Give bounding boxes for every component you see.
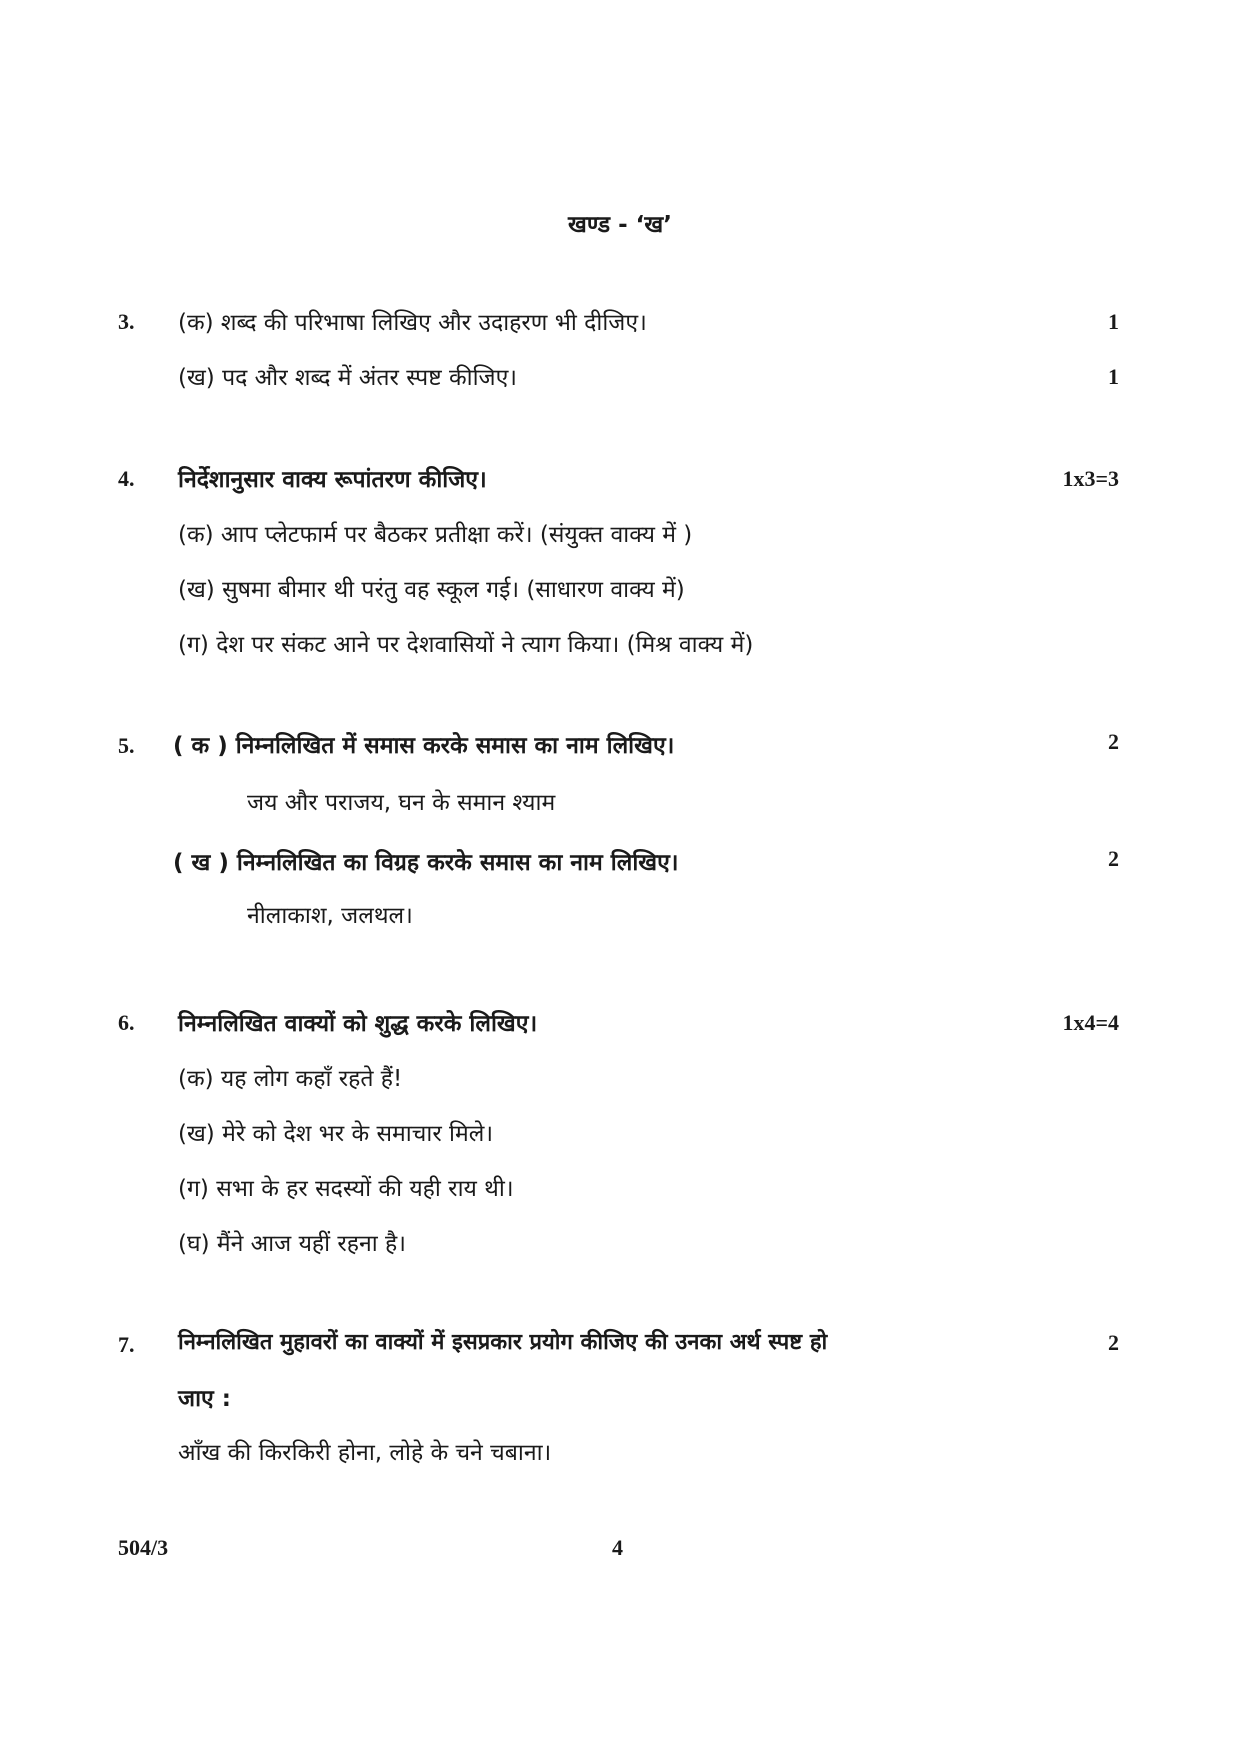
question-5b-prompt: ( ख ) निम्नलिखित का विग्रह करके समास का नाम लिखिए।: [173, 850, 679, 876]
question-number: 4.: [118, 466, 135, 491]
question-7-prompt-continued: जाए :: [178, 1386, 231, 1412]
question-4-item: (ग) देश पर संकट आने पर देशवासियों ने त्याग किया। (मिश्र वाक्य में): [178, 632, 754, 658]
question-5a-words: जय और पराजय, घन के समान श्याम: [247, 790, 556, 816]
question-6-item: (ग) सभा के हर सदस्यों की यही राय थी।: [178, 1176, 514, 1202]
question-4-marks: 1x3=3: [1062, 466, 1119, 491]
question-7-marks: 2: [1108, 1330, 1119, 1355]
question-3a-marks: 1: [1108, 309, 1119, 334]
question-number: 5.: [118, 733, 135, 758]
question-6-prompt: निम्नलिखित वाक्यों को शुद्ध करके लिखिए।: [178, 1011, 538, 1037]
question-5a-marks: 2: [1108, 729, 1119, 754]
question-3b-marks: 1: [1108, 364, 1119, 389]
question-number: 6.: [118, 1010, 135, 1035]
question-5b-words: नीलाकाश, जलथल।: [247, 903, 413, 929]
section-heading: खण्ड - ‘ख’: [568, 212, 672, 238]
question-3a-text: (क) शब्द की परिभाषा लिखिए और उदाहरण भी दीजिए।: [178, 310, 647, 336]
question-5a-prompt: ( क ) निम्नलिखित में समास करके समास का नाम लिखिए।: [173, 733, 675, 759]
question-4-prompt: निर्देशानुसार वाक्य रूपांतरण कीजिए।: [178, 467, 487, 493]
question-6-item: (ख) मेरे को देश भर के समाचार मिले।: [178, 1121, 494, 1147]
question-6-item: (क) यह लोग कहाँ रहते हैं!: [178, 1066, 403, 1092]
paper-code: 504/3: [118, 1535, 169, 1560]
question-4-item: (ख) सुषमा बीमार थी परंतु वह स्कूल गई। (साधारण वाक्य में): [178, 577, 685, 603]
page-number: 4: [612, 1535, 623, 1560]
question-6-marks: 1x4=4: [1062, 1010, 1119, 1035]
question-number: 3.: [118, 309, 135, 334]
question-7-idioms: आँख की किरकिरी होना, लोहे के चने चबाना।: [178, 1440, 552, 1466]
question-3b-text: (ख) पद और शब्द में अंतर स्पष्ट कीजिए।: [178, 365, 518, 391]
question-number: 7.: [118, 1332, 135, 1357]
question-6-item: (घ) मैंने आज यहीं रहना है।: [178, 1231, 406, 1257]
question-4-item: (क) आप प्लेटफार्म पर बैठकर प्रतीक्षा करें। (संयुक्त वाक्य में ): [178, 522, 693, 548]
question-5b-marks: 2: [1108, 846, 1119, 871]
question-7-prompt: निम्नलिखित मुहावरों का वाक्यों में इसप्रकार प्रयोग कीजिए की उनका अर्थ स्पष्ट हो: [178, 1330, 828, 1355]
